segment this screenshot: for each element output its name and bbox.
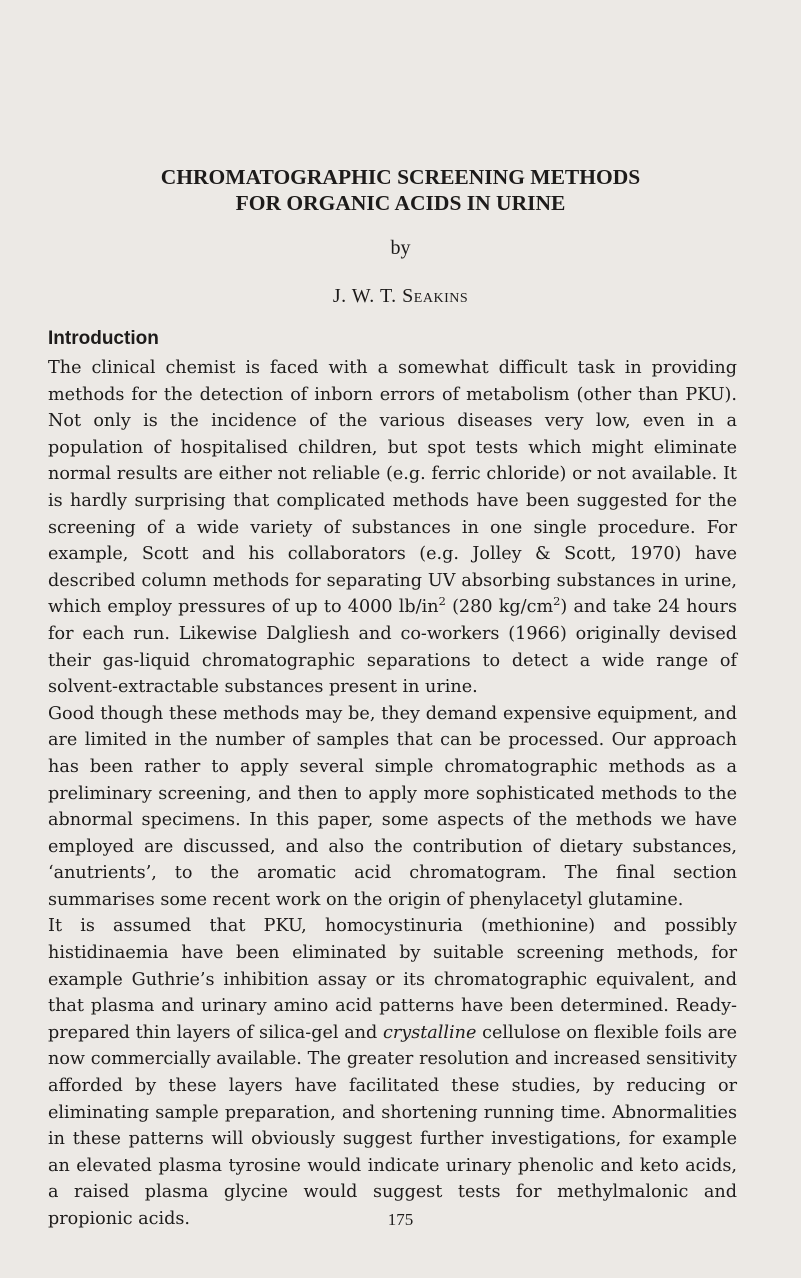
page-number: 175 [387, 1210, 414, 1229]
section-heading: Introduction [48, 328, 159, 349]
title-line-2: FOR ORGANIC ACIDS IN URINE [235, 191, 566, 215]
byline-by: by [390, 237, 411, 259]
paragraph: Good though these methods may be, they demand expensive equipment, and are limited in the number of samples that can be processed. Our approach has been rather to apply several simple chromatographic methods as a preliminary screening, and then to apply more sophisticated methods to the abnormal specimens. In this paper, some aspects of the methods we have employed are discussed, and also the contribution of dietary substances, ‘anutrients’, to the aromatic acid chromatogram. The final section summarises some recent work on the origin of phenylacetyl glutamine. [48, 703, 737, 910]
author-name: J. W. T. Seakins [332, 285, 469, 307]
body-text [48, 355, 737, 1233]
paragraph: The clinical chemist is faced with a somewhat difficult task in providing methods for the detection of inborn errors of metabolism (other than PKU). Not only is the incidence of the various diseases very low, even in a population of hospitalised children, but spot tests which might eliminate normal results are either not reliable (e.g. ferric chloride) or not available. It is hardly surprising that complicated methods have been suggested for the screening of a wide variety of substances in one single procedure. For example, Scott and his collaborators (e.g. Jolley & Scott, 1970) have described column methods for separating UV absorbing substances in urine, which employ pressures of up to 4000 $lb/in^2$ (280 $kg/cm^2$) and take 24 hours for each run. Likewise Dalgliesh and co-workers (1966) originally devised their gas-liquid chromatographic separations to detect a wide range of solvent-extractable substances present in urine. [48, 358, 737, 698]
superscript: 2 [553, 594, 561, 609]
paragraph: It is assumed that PKU, homocystinuria (methionine) and possibly histidinaemia have been eliminated by suitable screening methods, for example Guthrie’s inhibition assay or its chromatographic equivalent, and that plasma and urinary amino acid patterns have been determined. Ready-prepared thin layers of silica-gel and crystalline cellulose on flexible foils are now commercially available. The greater resolution and increased sensitivity afforded by these layers have facilitated these studies, by reducing or eliminating sample preparation, and shortening running time. Abnormalities in these patterns will obviously suggest further investigations, for example an elevated plasma tyrosine would indicate urinary phenolic and keto acids, a raised plasma glycine would suggest tests for methylmalonic and propionic acids. [48, 916, 737, 1229]
italic-term: crystalline [383, 1022, 477, 1043]
title-line-1: CHROMATOGRAPHIC SCREENING METHODS [160, 165, 641, 189]
superscript: 2 [438, 594, 446, 609]
